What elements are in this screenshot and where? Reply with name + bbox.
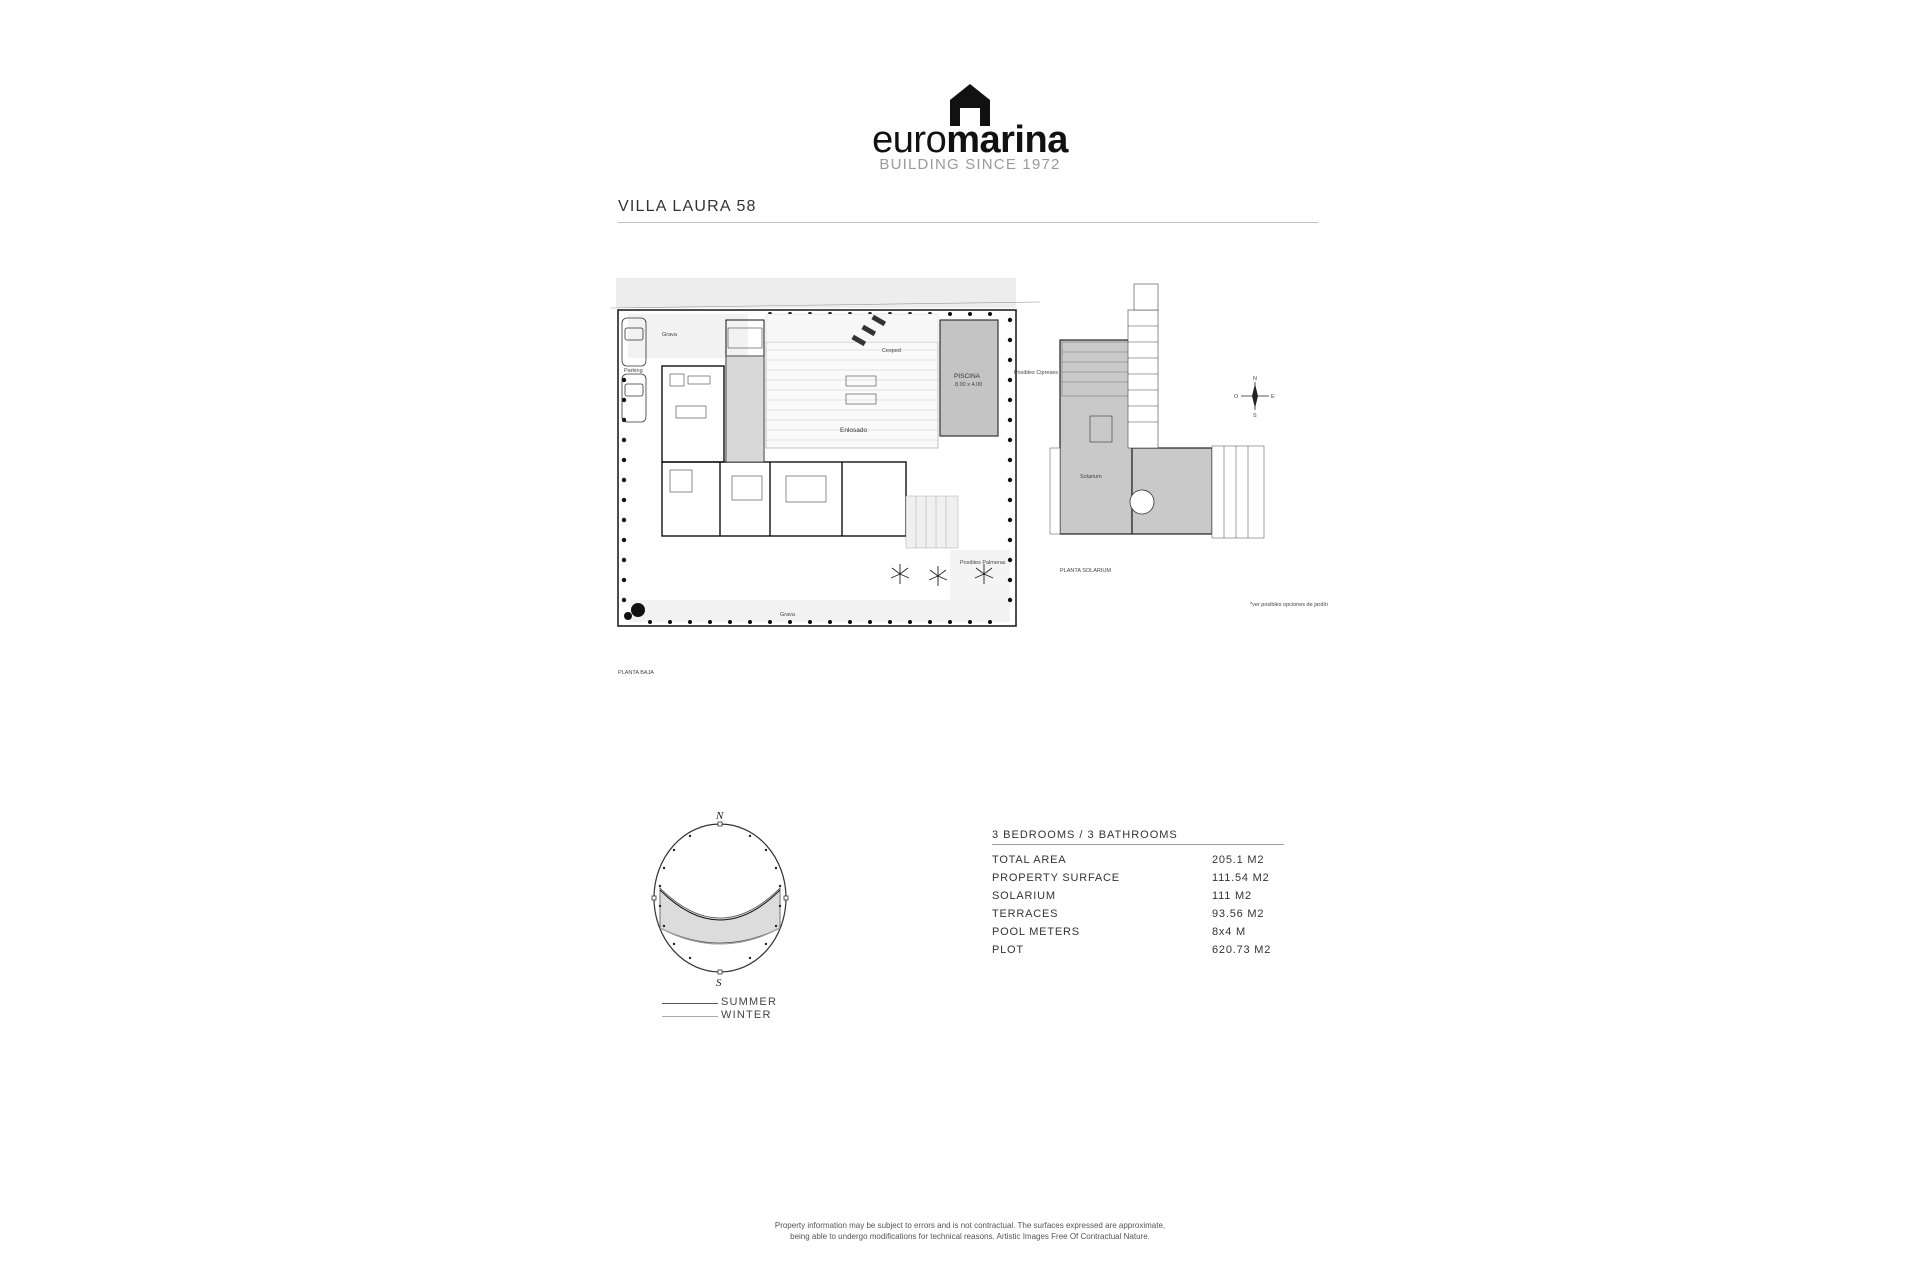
pool-label: PISCINA <box>954 373 981 380</box>
spec-label: SOLARIUM <box>992 890 1056 902</box>
compass-o: O <box>1234 394 1239 400</box>
spec-label: PROPERTY SURFACE <box>992 872 1120 884</box>
spec-row-pool-meters <box>992 926 1292 942</box>
winter-legend-label: WINTER <box>721 1009 772 1021</box>
sun-path-diagram <box>630 808 800 988</box>
compass-icon <box>1234 376 1275 419</box>
spec-value: 111 M2 <box>1212 890 1252 902</box>
spec-row-total-area <box>992 854 1292 870</box>
compass-e: E <box>1271 394 1275 400</box>
specs-divider <box>992 844 1284 845</box>
sun-north-label: N <box>716 810 724 822</box>
disclaimer <box>700 1220 1240 1242</box>
gravel-label-top: Grava <box>662 332 677 338</box>
jacuzzi <box>1130 490 1154 514</box>
solarium-floor-plan <box>1050 284 1328 608</box>
staircase <box>1128 284 1158 448</box>
sun-south-label: S <box>716 977 722 988</box>
cypress-label: Posibles Cipreses <box>1014 370 1059 376</box>
pool-size-label: 8.00 x 4.00 <box>955 382 983 388</box>
spec-value: 205.1 M2 <box>1212 854 1265 866</box>
cesped-label: Cesped <box>882 348 901 354</box>
spec-label: TOTAL AREA <box>992 854 1067 866</box>
spec-row-solarium <box>992 890 1292 906</box>
brand-tagline: BUILDING SINCE 1972 <box>879 156 1061 173</box>
parking-label: Parking <box>624 368 643 374</box>
compass-s: S <box>1253 413 1257 419</box>
spec-row-property-surface <box>992 872 1292 888</box>
spec-label: POOL METERS <box>992 926 1080 938</box>
compass-n: N <box>1253 376 1257 382</box>
spec-label: PLOT <box>992 944 1024 956</box>
floor-plans <box>610 270 1350 690</box>
spec-row-terraces <box>992 908 1292 924</box>
solarium-floor-label: PLANTA SOLARIUM <box>1060 568 1111 574</box>
spec-row-plot <box>992 944 1292 960</box>
enlosado-label: Enlosado <box>840 427 868 434</box>
spec-label: TERRACES <box>992 908 1059 920</box>
ground-floor-label: PLANTA BAJA <box>618 670 654 676</box>
winter-legend-line <box>662 1016 718 1017</box>
page-title: VILLA LAURA 58 <box>618 198 757 215</box>
brand-name-bold: marina <box>946 119 1068 161</box>
summer-legend-label: SUMMER <box>721 996 778 1008</box>
title-divider <box>618 222 1318 223</box>
specs-heading: 3 BEDROOMS / 3 BATHROOMS <box>992 829 1178 841</box>
garden-note: *ver posibles opciones de jardín <box>1250 602 1328 608</box>
palm-label: Posibles Palmeras <box>960 560 1006 566</box>
ground-floor-plan <box>610 278 1058 676</box>
brand-wordmark <box>860 120 1080 160</box>
summer-legend-line <box>662 1003 718 1004</box>
disclaimer-line-1: Property information may be subject to errors and is not contractual. The surfaces expressed are approximate, <box>774 1221 1166 1230</box>
solarium-area-label: Solarium <box>1080 474 1102 480</box>
brand-name-light: euro <box>872 119 947 161</box>
pergola-side <box>1212 446 1264 538</box>
spec-value: 111.54 M2 <box>1212 872 1270 884</box>
porch <box>906 496 958 548</box>
disclaimer-line-2: being able to undergo modifications for technical reasons. Artistic Images Free Of Contractual Nature. <box>790 1232 1150 1241</box>
spec-value: 93.56 M2 <box>1212 908 1265 920</box>
spec-value: 8x4 M <box>1212 926 1246 938</box>
spec-value: 620.73 M2 <box>1212 944 1272 956</box>
gravel-label-bottom: Grava <box>780 612 795 618</box>
